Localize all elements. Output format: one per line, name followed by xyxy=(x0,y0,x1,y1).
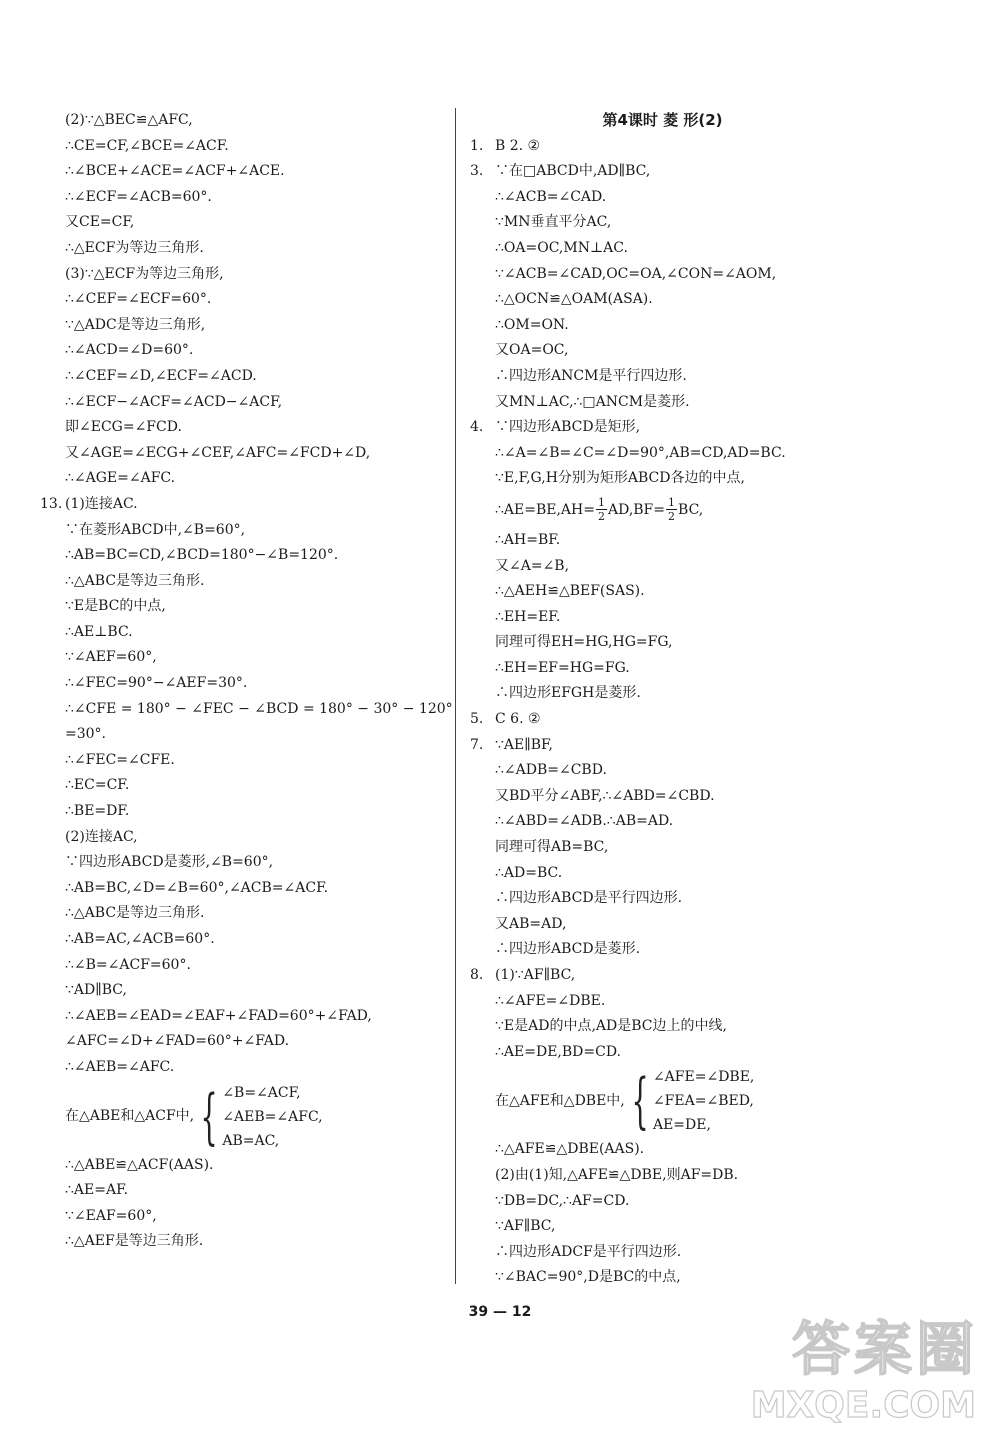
solution-line: ∴△AFE≌△DBE(AAS). xyxy=(495,1141,645,1158)
solution-line: ∵∠BAC=90°,D是BC的中点, xyxy=(495,1269,681,1286)
solution-line: ∴四边形ANCM是平行四边形. xyxy=(495,367,687,384)
fraction-denominator: 2 xyxy=(597,510,605,524)
solution-line: 又OA=OC, xyxy=(495,342,569,359)
line-text: (1)∵AF∥BC, xyxy=(495,967,576,983)
solution-line: (2)∵△BEC≌△AFC, xyxy=(65,112,193,128)
left-tail-lines xyxy=(40,1153,450,1255)
page-number: 39 — 12 xyxy=(468,1304,532,1320)
fraction-line xyxy=(470,492,795,528)
solution-line: ∴∠B=∠ACF=60°. xyxy=(65,956,191,973)
system-row: ∠AEB=∠AFC, xyxy=(222,1108,323,1125)
solution-line: ∴四边形ABCD是菱形. xyxy=(495,941,641,958)
solution-line: 同理可得EH=HG,HG=FG, xyxy=(495,634,673,651)
solution-line: ∴EH=EF. xyxy=(495,608,561,625)
line-text: ∵在□ABCD中,AD∥BC, xyxy=(495,163,651,180)
solution-line: ∴OA=OC,MN⊥AC. xyxy=(495,239,628,256)
problem-number: 7. xyxy=(470,736,484,753)
right-column xyxy=(470,108,795,1291)
system-lead: 在△AFE和△DBE中, xyxy=(495,1092,625,1109)
solution-line: ∴△AEF是等边三角形. xyxy=(65,1233,204,1250)
right-lines-a xyxy=(470,134,795,492)
fraction-denominator: 2 xyxy=(668,510,676,524)
solution-line: ∴AB=BC,∠D=∠B=60°,∠ACB=∠ACF. xyxy=(65,879,329,896)
solution-line xyxy=(470,733,795,759)
solution-line: ∴AD=BC. xyxy=(495,864,563,881)
line-text: C 6. ② xyxy=(495,711,541,728)
line-text: ∵四边形ABCD是矩形, xyxy=(495,419,641,436)
fraction xyxy=(596,496,607,523)
watermark-url: MXQE.COM xyxy=(750,1385,976,1426)
solution-line: ∴∠FEC=∠CFE. xyxy=(65,751,175,768)
problem-number: 1. xyxy=(470,137,484,154)
system-row: ∠AFE=∠DBE, xyxy=(652,1069,755,1086)
solution-line: ∴AB=BC=CD,∠BCD=180°−∠B=120°. xyxy=(65,547,339,564)
solution-line: ∵∠EAF=60°, xyxy=(65,1207,157,1224)
solution-line xyxy=(470,134,795,160)
right-lines-b xyxy=(470,528,795,1065)
problem-number: 13. xyxy=(40,495,63,512)
problem-number: 4. xyxy=(470,419,484,436)
solution-line: ∴△ABC是等边三角形. xyxy=(65,905,205,922)
solution-line: ∴∠AEB=∠AFC. xyxy=(65,1058,175,1075)
right-system-equations xyxy=(470,1065,795,1137)
solution-line: ∴∠ECF−∠ACF=∠ACD−∠ACF, xyxy=(65,393,283,410)
solution-line: ∴∠ECF=∠ACB=60°. xyxy=(65,188,212,205)
solution-line: ∴△ABE≌△ACF(AAS). xyxy=(65,1156,214,1173)
system-row: AB=AC, xyxy=(222,1132,280,1149)
solution-line: (2)由(1)知,△AFE≌△DBE,则AF=DB. xyxy=(495,1166,739,1183)
solution-line: ∴∠ABD=∠ADB.∴AB=AD. xyxy=(495,813,674,830)
solution-line: ∴BE=DF. xyxy=(65,803,130,820)
solution-line: ∴AE=AF. xyxy=(65,1182,129,1199)
section-header: 第4课时 菱 形(2) xyxy=(602,111,723,129)
solution-line: ∵E是AD的中点,AD是BC边上的中线, xyxy=(495,1018,727,1035)
solution-line: ∵E,F,G,H分别为矩形ABCD各边的中点, xyxy=(495,470,745,487)
solution-line: ∴△ECF为等边三角形. xyxy=(65,239,204,256)
solution-line xyxy=(470,159,795,185)
solution-line: ∵在菱形ABCD中,∠B=60°, xyxy=(65,521,246,538)
solution-line: 又∠A=∠B, xyxy=(495,557,570,574)
problem-number: 3. xyxy=(470,163,484,180)
solution-line: ∴∠AGE=∠AFC. xyxy=(65,470,176,487)
solution-line: ∵AD∥BC, xyxy=(65,982,127,999)
system-row: ∠B=∠ACF, xyxy=(222,1084,301,1101)
right-lines-c xyxy=(470,1137,795,1291)
solution-line xyxy=(40,492,450,518)
solution-line: ∴∠ACB=∠CAD. xyxy=(495,188,607,205)
solution-line: ∴AE⊥BC. xyxy=(65,623,133,640)
solution-line: 同理可得AB=BC, xyxy=(495,839,609,856)
solution-line: ∵MN垂直平分AC, xyxy=(495,214,612,231)
fraction-numerator: 1 xyxy=(597,496,605,510)
line-text: ∵AE∥BF, xyxy=(495,736,553,753)
solution-line: ∴△ABC是等边三角形. xyxy=(65,572,205,589)
solution-line: 又MN⊥AC,∴□ANCM是菱形. xyxy=(495,393,690,410)
solution-line: ∴EH=EF=HG=FG. xyxy=(495,659,630,676)
solution-line: ∵四边形ABCD是菱形,∠B=60°, xyxy=(65,854,274,871)
solution-line: ∴AE=DE,BD=CD. xyxy=(495,1043,621,1060)
problem-number: 8. xyxy=(470,967,484,983)
solution-line: ∴∠BCE+∠ACE=∠ACF+∠ACE. xyxy=(65,163,285,180)
solution-line: 即∠ECG=∠FCD. xyxy=(65,419,182,436)
solution-line: ∴∠AEB=∠EAD=∠EAF+∠FAD=60°+∠FAD, xyxy=(65,1007,372,1024)
solution-line: 又AB=AD, xyxy=(495,915,567,932)
left-brace-icon: { xyxy=(200,1081,218,1152)
left-lines xyxy=(40,108,453,1081)
solution-line: ∴∠ADB=∠CBD. xyxy=(495,762,607,779)
solution-line: ∴四边形ABCD是平行四边形. xyxy=(495,890,683,907)
line-text: (1)连接AC. xyxy=(65,495,138,512)
problem-number: 5. xyxy=(470,711,484,728)
solution-line: 又BD平分∠ABF,∴∠ABD=∠CBD. xyxy=(495,787,715,804)
system-lead: 在△ABE和△ACF中, xyxy=(65,1107,195,1124)
solution-line: 又∠AGE=∠ECG+∠CEF,∠AFC=∠FCD+∠D, xyxy=(65,444,371,461)
solution-line: ∴△AEH≌△BEF(SAS). xyxy=(495,583,645,600)
solution-line: ∴∠AFE=∠DBE. xyxy=(495,992,606,1009)
left-brace-icon: { xyxy=(631,1066,649,1137)
left-system-equations xyxy=(40,1081,450,1153)
system-rows xyxy=(222,1081,322,1153)
watermark-logo: 答案圈 xyxy=(791,1315,978,1383)
solution-line: ∴CE=CF,∠BCE=∠ACF. xyxy=(65,137,229,154)
solution-line: ∵E是BC的中点, xyxy=(65,598,166,615)
solution-line: ∴EC=CF. xyxy=(65,777,130,794)
solution-line: ∴四边形EFGH是菱形. xyxy=(495,685,641,702)
fraction xyxy=(666,496,677,523)
solution-line: ∠AFC=∠D+∠FAD=60°+∠FAD. xyxy=(65,1033,290,1050)
left-column xyxy=(40,108,453,1255)
solution-line: ∴OM=ON. xyxy=(495,316,569,333)
solution-line: (2)连接AC, xyxy=(65,828,138,845)
solution-line: (3)∵△ECF为等边三角形, xyxy=(65,265,224,282)
solution-line: 又CE=CF, xyxy=(65,214,135,231)
solution-line: ∴∠ACD=∠D=60°. xyxy=(65,342,194,359)
fraction-numerator: 1 xyxy=(668,496,676,510)
solution-line: ∵DB=DC,∴AF=CD. xyxy=(495,1192,630,1209)
solution-line: ∴∠FEC=90°−∠AEF=30°. xyxy=(65,675,248,692)
solution-line: ∴∠CEF=∠D,∠ECF=∠ACD. xyxy=(65,367,257,384)
solution-line: ∴AB=AC,∠ACB=60°. xyxy=(65,931,215,947)
solution-line: ∴∠CFE = 180° − ∠FEC − ∠BCD = 180° − 30° − 120° xyxy=(65,700,453,717)
solution-line xyxy=(470,707,795,733)
system-row: AE=DE, xyxy=(652,1117,711,1134)
solution-line xyxy=(470,963,795,989)
column-divider xyxy=(455,108,456,1284)
solution-line: ∴△OCN≌△OAM(ASA). xyxy=(495,291,653,308)
solution-line xyxy=(470,415,795,441)
solution-line: ∵△ADC是等边三角形, xyxy=(65,316,206,333)
frac-text: ∴AE=BE,AH= xyxy=(495,501,595,518)
solution-line: ∵AF∥BC, xyxy=(495,1218,556,1235)
solution-line: =30°. xyxy=(65,726,106,743)
system-rows xyxy=(653,1065,754,1137)
solution-line: ∴AH=BF. xyxy=(495,531,561,548)
frac-text: AD,BF= xyxy=(607,501,666,518)
solution-line: ∴∠CEF=∠ECF=60°. xyxy=(65,291,212,308)
solution-line: ∴∠A=∠B=∠C=∠D=90°,AB=CD,AD=BC. xyxy=(495,444,786,461)
line-text: B 2. ② xyxy=(495,137,541,154)
system-row: ∠FEA=∠BED, xyxy=(652,1093,754,1110)
solution-line: ∴四边形ADCF是平行四边形. xyxy=(495,1243,682,1260)
solution-line: ∵∠AEF=60°, xyxy=(65,649,157,666)
frac-text: BC, xyxy=(678,501,704,518)
solution-line: ∵∠ACB=∠CAD,OC=OA,∠CON=∠AOM, xyxy=(495,265,777,282)
